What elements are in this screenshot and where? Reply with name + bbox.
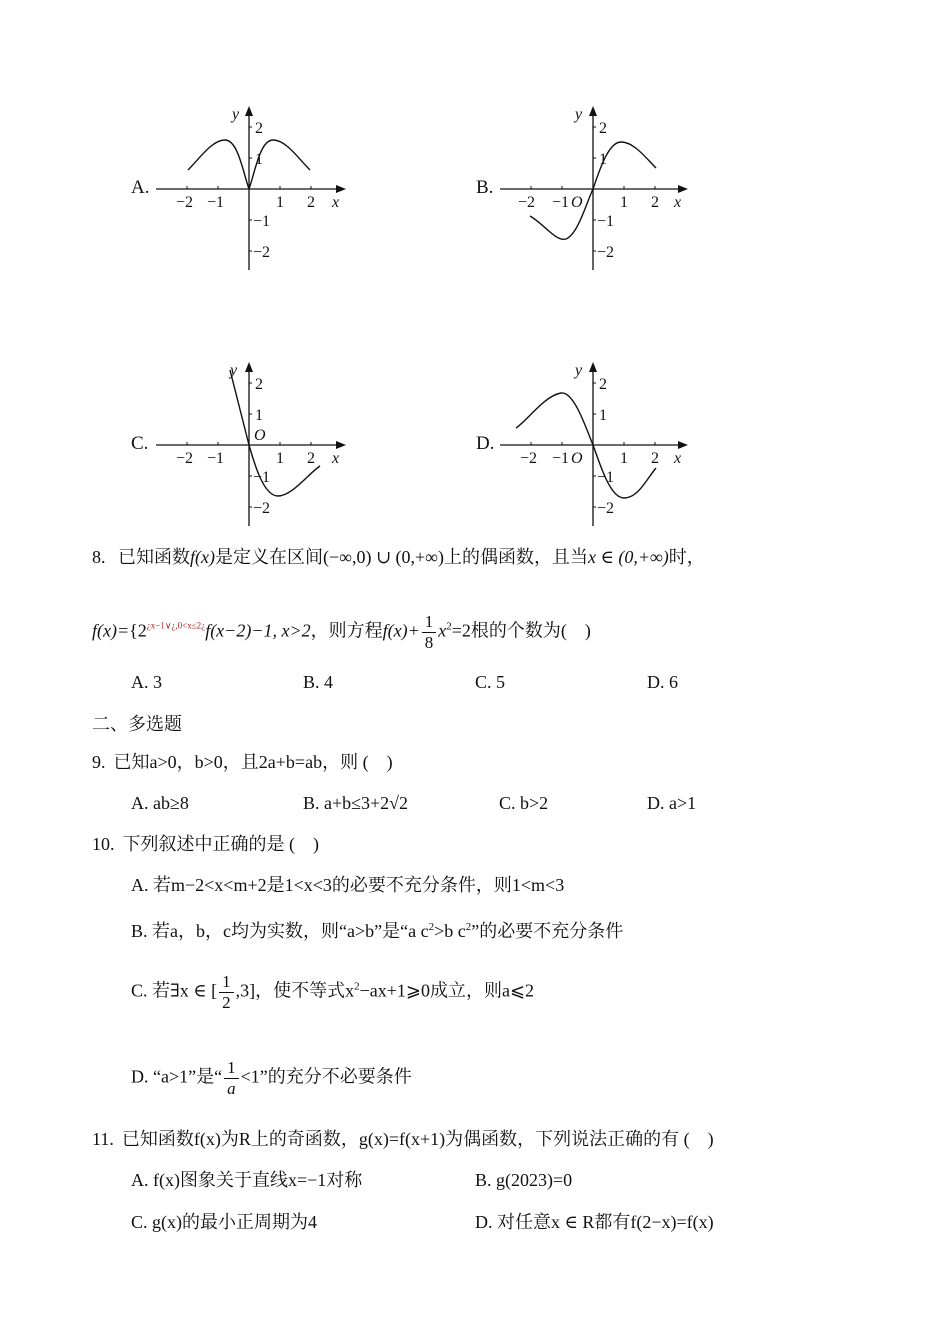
svg-text:1: 1 — [276, 450, 284, 467]
tick-x-neg1: −1 — [207, 194, 225, 211]
q8-option-d[interactable]: D. 6 — [647, 672, 678, 692]
svg-text:−1: −1 — [207, 450, 225, 467]
svg-text:−2: −2 — [518, 194, 536, 211]
q10-option-d[interactable]: D. “a>1”是“ $\frac{1}{a}$ <1”的充分不必要条件 — [131, 1058, 412, 1098]
x-axis-arrow — [336, 185, 346, 193]
q8-option-c[interactable]: C. 5 — [475, 672, 506, 692]
q11-option-a[interactable]: A. f(x)图象关于直线x=−1对称 — [131, 1170, 363, 1190]
svg-text:x: x — [332, 450, 340, 467]
svg-text:−1: −1 — [597, 469, 615, 486]
tick-y-1: 1 — [255, 151, 263, 168]
option-b-label: B. — [476, 177, 494, 198]
graph-d — [494, 356, 704, 531]
q8-line2: $f(x)=\{2^{¿x-1\vee¿,0<x\le 2¿}f(x-2)-1$, x>2，则方程f(x)+ $\frac{1}{8}$ $x^2=2$根的个数为( ) — [92, 612, 591, 652]
q9-option-c[interactable]: C. b>2 — [499, 793, 549, 813]
svg-text:−2: −2 — [597, 244, 615, 261]
svg-text:−1: −1 — [552, 450, 570, 467]
q9-option-b[interactable]: B. a+b≤3+2√2 — [303, 793, 409, 813]
svg-text:1: 1 — [255, 407, 263, 424]
svg-text:−1: −1 — [597, 213, 615, 230]
curve — [230, 370, 320, 496]
q8-line1: 8. 已知函数f(x)是定义在区间(−∞,0) ∪ (0,+∞)上的偶函数，且当x ∈ (0,+∞)时， — [92, 547, 705, 567]
svg-text:x: x — [674, 450, 682, 467]
option-a-label: A. — [131, 177, 150, 198]
svg-text:2: 2 — [599, 376, 607, 393]
q11-option-c[interactable]: C. g(x)的最小正周期为4 — [131, 1212, 317, 1232]
svg-text:y: y — [230, 362, 238, 379]
q9-option-a[interactable]: A. ab≥8 — [131, 793, 189, 813]
q10-stem: 10. 下列叙述中正确的是 ( ) — [92, 834, 319, 854]
q8-option-b[interactable]: B. 4 — [303, 672, 334, 692]
y-axis-arrow — [245, 106, 253, 116]
svg-text:2: 2 — [651, 194, 659, 211]
svg-text:x: x — [674, 194, 682, 211]
tick-y-2: 2 — [255, 120, 263, 137]
svg-text:2: 2 — [599, 120, 607, 137]
tick-x-2: 2 — [307, 194, 315, 211]
svg-text:1: 1 — [599, 407, 607, 424]
graph-b — [494, 100, 704, 275]
svg-text:y: y — [575, 362, 583, 379]
svg-text:1: 1 — [620, 194, 628, 211]
option-c-label: C. — [131, 433, 149, 454]
svg-text:−1: −1 — [552, 194, 570, 211]
graph-c — [150, 356, 360, 531]
tick-y-neg1: −1 — [253, 213, 271, 230]
svg-text:2: 2 — [255, 376, 263, 393]
svg-text:2: 2 — [651, 450, 659, 467]
graph-a — [150, 100, 360, 275]
q10-option-b[interactable]: B. 若a，b，c均为实数，则“a>b”是“a $c^2>b$ $c^2$”的必要不充分条件 — [131, 921, 624, 941]
y-axis-label: y — [232, 106, 240, 123]
svg-text:−2: −2 — [253, 500, 271, 517]
q11-option-b[interactable]: B. g(2023)=0 — [475, 1170, 573, 1190]
svg-text:O: O — [571, 450, 583, 467]
svg-text:1: 1 — [599, 151, 607, 168]
svg-text:O: O — [254, 427, 266, 444]
svg-text:−2: −2 — [520, 450, 538, 467]
q11-stem: 11. 已知函数f(x)为R上的奇函数，g(x)=f(x+1)为偶函数，下列说法正确的有 ( ) — [92, 1129, 714, 1149]
option-d-label: D. — [476, 433, 495, 454]
q10-option-c[interactable]: C. 若∃x ∈ [ $\frac{1}{2}$ ,3]，使不等式$x^2-ax+1⩾0$成立，则a⩽2 — [131, 972, 535, 1012]
tick-y-neg2: −2 — [253, 244, 271, 261]
q10-option-a[interactable]: A. 若m−2<x<m+2是1<x<3的必要不充分条件，则1<m<3 — [131, 875, 565, 895]
q8-number: 8. — [92, 547, 106, 567]
svg-text:−2: −2 — [176, 450, 194, 467]
svg-text:y: y — [575, 106, 583, 123]
x-axis-label: x — [332, 194, 340, 211]
q9-stem: 9. 已知a>0，b>0，且2a+b=ab，则 ( ) — [92, 752, 393, 772]
tick-x-neg2: −2 — [176, 194, 194, 211]
svg-text:−1: −1 — [253, 469, 271, 486]
q9-option-d[interactable]: D. a>1 — [647, 793, 697, 813]
tick-x-1: 1 — [276, 194, 284, 211]
q8-option-a[interactable]: A. 3 — [131, 672, 162, 692]
svg-text:2: 2 — [307, 450, 315, 467]
svg-text:1: 1 — [620, 450, 628, 467]
q11-option-d[interactable]: D. 对任意x ∈ R都有f(2−x)=f(x) — [475, 1212, 714, 1232]
svg-text:−2: −2 — [597, 500, 615, 517]
section-heading: 二、多选题 — [92, 714, 182, 734]
origin-label: O — [571, 194, 583, 211]
